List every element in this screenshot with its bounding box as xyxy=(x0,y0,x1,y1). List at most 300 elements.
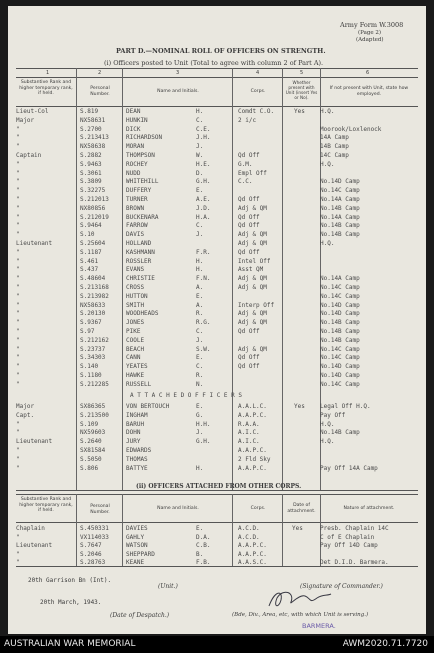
posted-rank: " xyxy=(16,301,20,309)
s2-header-date: Date of attachment. xyxy=(287,503,316,514)
posted-row xyxy=(14,134,418,143)
posted-row xyxy=(14,152,418,161)
posted-row xyxy=(14,275,418,284)
posted-corps: Qd Off xyxy=(238,328,260,335)
posted-corps: Adj & QM xyxy=(238,231,267,239)
attached-corps-row xyxy=(14,559,418,568)
col-header-present: Whether present with Unit (insert Yes or No). xyxy=(285,80,318,101)
posted-init: J. xyxy=(196,231,204,239)
attached-name: BARUH xyxy=(126,420,145,428)
posted-rank: " xyxy=(16,143,20,151)
posted-num: S.9367 xyxy=(80,319,102,327)
attached-init: E. xyxy=(196,403,204,410)
posted-init: E. xyxy=(196,187,204,195)
posted-num: NX58633 xyxy=(80,301,106,309)
posted-init: N. xyxy=(196,380,204,388)
attached-state: H.Q. xyxy=(320,438,335,446)
attached-rank: Major xyxy=(16,403,35,410)
archive-footer xyxy=(0,636,434,653)
posted-num: S.20130 xyxy=(80,310,106,318)
posted-row xyxy=(14,346,418,355)
col-header-state: If not present with Unit, state how employed. xyxy=(329,86,409,97)
attached-rank: Capt. xyxy=(16,411,35,419)
footer-institution: AUSTRALIAN WAR MEMORIAL xyxy=(4,639,136,649)
attached-corps: A.I.C. xyxy=(238,438,260,446)
posted-num: S.2882 xyxy=(80,152,102,159)
s2-header-rank: Substantive Rank and higher temporary rank, if held. xyxy=(19,497,73,513)
attached-rank: Lieutenant xyxy=(16,438,53,446)
posted-num: S.213982 xyxy=(80,292,109,300)
posted-name: YEATES xyxy=(126,363,148,371)
posted-row xyxy=(14,214,418,223)
part-title: PART D.—NOMINAL ROLL OF OFFICERS ON STRENGTH. xyxy=(116,47,326,55)
posted-init: E. xyxy=(196,354,204,362)
posted-name: DEAN xyxy=(126,108,141,115)
posted-num: S.140 xyxy=(80,363,99,371)
posted-row xyxy=(14,363,418,372)
posted-name: EVANS xyxy=(126,266,145,274)
posted-row xyxy=(14,222,418,231)
attached-corps-init: D.A. xyxy=(196,533,211,541)
posted-state: No.14A Camp xyxy=(320,275,360,283)
attached-corps: A.A.L.C. xyxy=(238,403,267,410)
attached-corps-row xyxy=(14,542,418,551)
attached-row xyxy=(14,403,418,412)
posted-init: C. xyxy=(196,328,204,335)
posted-state: No.14B Camp xyxy=(320,231,360,239)
despatch-date: 20th March, 1943. xyxy=(40,599,102,606)
attached-banner: A T T A C H E D O F F I C E R S xyxy=(130,392,242,399)
attached-state: H.Q. xyxy=(320,420,335,428)
posted-init: H. xyxy=(196,108,204,115)
despatch-label: (Date of Despatch.) xyxy=(110,612,170,619)
posted-row xyxy=(14,187,418,196)
posted-row xyxy=(14,170,418,179)
attached-name: THOMAS xyxy=(126,455,148,463)
posted-num: S.213413 xyxy=(80,134,109,142)
attached-corps-corps: A.C.D. xyxy=(238,533,260,541)
form-adapted: (Adapted) xyxy=(356,37,384,43)
posted-name: KASHMANN xyxy=(126,248,155,256)
posted-state: No.14B Camp xyxy=(320,328,360,335)
attached-corps-nature: Pay Off 14D Camp xyxy=(320,542,378,550)
posted-num: S.212162 xyxy=(80,336,109,344)
attached-init: H.H. xyxy=(196,420,211,428)
posted-state: 14A Camp xyxy=(320,134,349,142)
attached-corps: 2 Fld Sky xyxy=(238,455,271,463)
posted-num: NX58631 xyxy=(80,116,106,124)
posted-name: WOODHEADS xyxy=(126,310,159,318)
posted-rank: " xyxy=(16,231,20,239)
posted-rank: " xyxy=(16,310,20,318)
attached-corps-name: SHEPPARD xyxy=(126,550,155,558)
s2-header-name: Name and Initials. xyxy=(157,506,199,511)
attached-corps-corps: A.C.D. xyxy=(238,525,260,532)
posted-num: S.1180 xyxy=(80,372,102,379)
attached-name: JURY xyxy=(126,438,141,446)
posted-name: DAVIS xyxy=(126,231,145,239)
attached-init: G. xyxy=(196,411,204,419)
posted-corps: Adj & QM xyxy=(238,275,267,283)
posted-state: No.14C Camp xyxy=(320,292,360,300)
posted-name: THOMPSON xyxy=(126,152,155,159)
attached-corps-row xyxy=(14,534,418,543)
posted-corps: Adj & QM xyxy=(238,284,267,291)
posted-row xyxy=(14,143,418,152)
posted-init: R.G. xyxy=(196,319,211,327)
posted-row xyxy=(14,126,418,135)
unit-value: 20th Garrison Bn (Int). xyxy=(28,577,112,584)
attached-corps-init: E. xyxy=(196,525,204,532)
posted-row xyxy=(14,310,418,319)
posted-init: J.D. xyxy=(196,204,211,212)
col-number-6: 6 xyxy=(366,70,370,76)
posted-rank: " xyxy=(16,319,20,327)
posted-rank: Lieutenant xyxy=(16,240,53,247)
posted-rank: " xyxy=(16,275,20,283)
posted-row xyxy=(14,161,418,170)
posted-rank: " xyxy=(16,336,20,344)
posted-init: A. xyxy=(196,284,204,291)
posted-num: S.10 xyxy=(80,231,95,239)
posted-rank: Captain xyxy=(16,152,42,159)
posted-state: No.14C Camp xyxy=(320,284,360,291)
posted-num: S.48604 xyxy=(80,275,106,283)
posted-rank: " xyxy=(16,213,20,221)
posted-row xyxy=(14,284,418,293)
posted-name: HUTTON xyxy=(126,292,148,300)
posted-name: JONES xyxy=(126,319,145,327)
attached-init: J. xyxy=(196,429,204,437)
attached-corps-name: DAVIES xyxy=(126,525,148,532)
posted-rank: " xyxy=(16,284,20,291)
attached-name: BATTYE xyxy=(126,464,148,472)
posted-row xyxy=(14,328,418,337)
attached-corps-name: KEANE xyxy=(126,559,145,567)
posted-init: D. xyxy=(196,169,204,177)
attached-corps-date: Yes xyxy=(292,525,303,532)
posted-init: W. xyxy=(196,152,204,159)
posted-init: J. xyxy=(196,143,204,151)
attached-num: S.5050 xyxy=(80,455,102,463)
attached-corps-init: C.B. xyxy=(196,542,211,550)
posted-num: S.97 xyxy=(80,328,95,335)
posted-row xyxy=(14,249,418,258)
posted-corps: 2 i/c xyxy=(238,116,257,124)
posted-state: No.14D Camp xyxy=(320,372,360,379)
posted-state: H.Q. xyxy=(320,160,335,168)
attached-corps-num: S.28763 xyxy=(80,559,106,567)
attached-corps-rank: Lieutenant xyxy=(16,542,53,550)
posted-corps: Interp Off xyxy=(238,301,275,309)
bde-label: (Bde, Div., Area, etc, with which Unit is serving.) xyxy=(232,612,369,618)
posted-state: No.14B Camp xyxy=(320,319,360,327)
posted-num: S.212019 xyxy=(80,213,109,221)
posted-name: DICK xyxy=(126,125,141,133)
posted-init: A. xyxy=(196,301,204,309)
attached-corps-name: GAHLY xyxy=(126,533,145,541)
posted-row xyxy=(14,240,418,249)
attached-corps-num: S.450331 xyxy=(80,525,109,532)
posted-rank: Lieut-Col xyxy=(16,108,49,115)
attached-present: Yes xyxy=(294,403,305,410)
attached-rank: " xyxy=(16,464,20,472)
attached-row xyxy=(14,465,418,474)
posted-state: H.Q. xyxy=(320,240,335,247)
posted-rank: " xyxy=(16,257,20,265)
posted-row xyxy=(14,196,418,205)
posted-rank: " xyxy=(16,204,20,212)
col-number-3: 3 xyxy=(176,70,180,76)
attached-corps-init: B. xyxy=(196,550,204,558)
posted-num: S.1187 xyxy=(80,248,102,256)
attached-row xyxy=(14,429,418,438)
posted-row xyxy=(14,231,418,240)
attached-name: EDWARDS xyxy=(126,447,152,454)
attached-corps: R.A.A. xyxy=(238,420,260,428)
posted-state: H.Q. xyxy=(320,108,335,115)
attached-init: H. xyxy=(196,464,204,472)
signature-label: (Signature of Commander.) xyxy=(300,583,383,590)
posted-num: S.3809 xyxy=(80,178,102,186)
posted-init: C. xyxy=(196,222,204,230)
posted-num: S.819 xyxy=(80,108,99,115)
posted-rank: " xyxy=(16,178,20,186)
attached-corps-nature: C of E Chaplain xyxy=(320,533,375,541)
posted-num: S.32275 xyxy=(80,187,106,195)
attached-state: Pay Off 14A Camp xyxy=(320,464,378,472)
col-header-corps: Corps. xyxy=(250,89,266,94)
attached-rank: " xyxy=(16,455,20,463)
col-number-5: 5 xyxy=(300,70,304,76)
posted-row xyxy=(14,381,418,390)
posted-init: F.R. xyxy=(196,248,211,256)
attached-corps: A.I.C. xyxy=(238,429,260,437)
attached-corps-rank: " xyxy=(16,550,20,558)
posted-state: No.14C Camp xyxy=(320,380,360,388)
posted-init: C. xyxy=(196,116,204,124)
posted-num: NX80856 xyxy=(80,204,106,212)
posted-corps: Adj & QM xyxy=(238,310,267,318)
posted-rank: " xyxy=(16,187,20,195)
attached-row xyxy=(14,447,418,456)
posted-row xyxy=(14,117,418,126)
posted-init: S.W. xyxy=(196,345,211,353)
posted-name: CANN xyxy=(126,354,141,362)
attached-corps-num: VX114033 xyxy=(80,533,109,541)
posted-init: J. xyxy=(196,336,204,344)
posted-row xyxy=(14,266,418,275)
posted-corps: Empl Off xyxy=(238,169,267,177)
posted-name: TURNER xyxy=(126,196,148,203)
posted-corps: Qd Off xyxy=(238,248,260,256)
posted-row xyxy=(14,293,418,302)
form-page: (Page 2) xyxy=(358,30,382,36)
posted-corps: Adj & QM xyxy=(238,345,267,353)
section-two-title: (ii) OFFICERS ATTACHED FROM OTHER CORPS. xyxy=(136,483,302,490)
attached-corps-row xyxy=(14,525,418,534)
posted-name: WHITEHILL xyxy=(126,178,159,186)
posted-corps: Qd Off xyxy=(238,363,260,371)
attached-row xyxy=(14,412,418,421)
posted-rank: " xyxy=(16,222,20,230)
posted-corps: Qd Off xyxy=(238,196,260,203)
attached-rank: " xyxy=(16,447,20,454)
attached-num: S.109 xyxy=(80,420,99,428)
posted-rank: " xyxy=(16,292,20,300)
posted-corps: G.M. xyxy=(238,160,253,168)
attached-state: Pay Off xyxy=(320,411,346,419)
posted-rank: " xyxy=(16,125,20,133)
attached-corps-corps: A.A.P.C. xyxy=(238,550,267,558)
posted-row xyxy=(14,205,418,214)
posted-name: NUDD xyxy=(126,169,141,177)
unit-label: (Unit.) xyxy=(158,583,178,590)
posted-num: S.461 xyxy=(80,257,99,265)
posted-name: DUFFERY xyxy=(126,187,152,195)
posted-rank: Major xyxy=(16,116,35,124)
attached-corps-init: F.B. xyxy=(196,559,211,567)
posted-row xyxy=(14,258,418,267)
posted-init: G.H. xyxy=(196,178,211,186)
attached-corps-rank: " xyxy=(16,559,20,567)
col-header-rank: Substantive Rank and higher temporary rank, if held. xyxy=(19,80,73,96)
posted-name: HAWKE xyxy=(126,372,145,379)
footer-accession: AWM2020.71.7720 xyxy=(342,639,428,649)
posted-name: PIKE xyxy=(126,328,141,335)
col-number-4: 4 xyxy=(256,70,260,76)
attached-corps-num: S.2046 xyxy=(80,550,102,558)
posted-state: No.14C Camp xyxy=(320,354,360,362)
posted-state: No.14A Camp xyxy=(320,213,360,221)
posted-rank: " xyxy=(16,134,20,142)
posted-corps: Adj & QM xyxy=(238,240,267,247)
attached-corps: A.A.P.C. xyxy=(238,464,267,472)
attached-corps-name: WATSON xyxy=(126,542,148,550)
posted-init: H.E. xyxy=(196,160,211,168)
posted-row xyxy=(14,178,418,187)
posted-init: C. xyxy=(196,363,204,371)
posted-num: S.213168 xyxy=(80,284,109,291)
section-one-title: (i) Officers posted to Unit (Total to agree with column 2 of Part A). xyxy=(104,59,324,67)
attached-corps-nature: Presb. Chaplain 14C xyxy=(320,525,389,532)
posted-corps: Qd Off xyxy=(238,222,260,230)
attached-corps-num: S.7647 xyxy=(80,542,102,550)
attached-num: NX59603 xyxy=(80,429,106,437)
posted-rank: " xyxy=(16,196,20,203)
posted-init: R. xyxy=(196,310,204,318)
attached-name: INGHAM xyxy=(126,411,148,419)
posted-name: HUNKIN xyxy=(126,116,148,124)
posted-state: No.14C Camp xyxy=(320,187,360,195)
posted-row xyxy=(14,372,418,381)
posted-corps: Qd Off xyxy=(238,213,260,221)
posted-init: R. xyxy=(196,372,204,379)
attached-row xyxy=(14,456,418,465)
posted-init: H. xyxy=(196,266,204,274)
posted-row xyxy=(14,302,418,311)
posted-state: No.14B Camp xyxy=(320,222,360,230)
posted-rank: " xyxy=(16,380,20,388)
posted-init: E. xyxy=(196,292,204,300)
attached-init: G.H. xyxy=(196,438,211,446)
attached-state: No.14B Camp xyxy=(320,429,360,437)
posted-init: C.E. xyxy=(196,125,211,133)
posted-present: Yes xyxy=(294,108,305,115)
posted-num: S.9463 xyxy=(80,160,102,168)
posted-state: 14C Camp xyxy=(320,152,349,159)
posted-rank: " xyxy=(16,248,20,256)
posted-name: ROSSLER xyxy=(126,257,152,265)
attached-corps-rank: " xyxy=(16,533,20,541)
posted-name: CROSS xyxy=(126,284,145,291)
posted-rank: " xyxy=(16,266,20,274)
posted-state: No.14D Camp xyxy=(320,363,360,371)
posted-num: S.23737 xyxy=(80,345,106,353)
attached-name: VON BERTOUCH xyxy=(126,403,170,410)
posted-name: COOLE xyxy=(126,336,145,344)
attached-num: SX81584 xyxy=(80,447,106,454)
stamp-text: BARMERA. xyxy=(302,622,336,630)
col-number-2: 2 xyxy=(98,70,102,76)
col-header-personal: Personal Number. xyxy=(90,86,110,97)
posted-rank: " xyxy=(16,160,20,168)
attached-rank: " xyxy=(16,429,20,437)
posted-rank: " xyxy=(16,372,20,379)
posted-rank: " xyxy=(16,328,20,335)
attached-corps-rank: Chaplain xyxy=(16,525,45,532)
posted-name: HOLLAND xyxy=(126,240,152,247)
posted-corps: Comdt C.O. xyxy=(238,108,275,115)
attached-row xyxy=(14,421,418,430)
s2-header-personal: Personal Number. xyxy=(90,504,110,515)
posted-init: H.A. xyxy=(196,213,211,221)
posted-state: Moorook/Loxlenock xyxy=(320,125,382,133)
attached-num: S.2640 xyxy=(80,438,102,446)
posted-num: S.25604 xyxy=(80,240,106,247)
attached-rank: " xyxy=(16,420,20,428)
posted-corps: Qd Off xyxy=(238,354,260,362)
posted-row xyxy=(14,319,418,328)
posted-num: S.9464 xyxy=(80,222,102,230)
attached-num: S.806 xyxy=(80,464,99,472)
posted-name: RICHARDSON xyxy=(126,134,163,142)
posted-name: BROWN xyxy=(126,204,145,212)
s2-header-corps: Corps. xyxy=(250,506,266,511)
posted-init: A.E. xyxy=(196,196,211,203)
posted-state: No.14B Camp xyxy=(320,336,360,344)
posted-state: No.14D Camp xyxy=(320,178,360,186)
posted-init: H. xyxy=(196,257,204,265)
posted-name: ROCHEY xyxy=(126,160,148,168)
posted-name: SMITH xyxy=(126,301,145,309)
posted-state: No.14C Camp xyxy=(320,345,360,353)
barmera-stamp xyxy=(262,586,370,632)
posted-name: MORAN xyxy=(126,143,145,151)
posted-name: FARROW xyxy=(126,222,148,230)
attached-num: SX86365 xyxy=(80,403,106,410)
col-header-name: Name and Initials. xyxy=(157,89,199,94)
posted-state: No.14A Camp xyxy=(320,196,360,203)
posted-init: J.H. xyxy=(196,134,211,142)
posted-num: S.212285 xyxy=(80,380,109,388)
col-number-1: 1 xyxy=(46,70,50,76)
posted-row xyxy=(14,108,418,117)
posted-corps: Asst QM xyxy=(238,266,264,274)
posted-rank: " xyxy=(16,354,20,362)
posted-row xyxy=(14,337,418,346)
attached-state: Legal Off H.Q. xyxy=(320,403,371,410)
